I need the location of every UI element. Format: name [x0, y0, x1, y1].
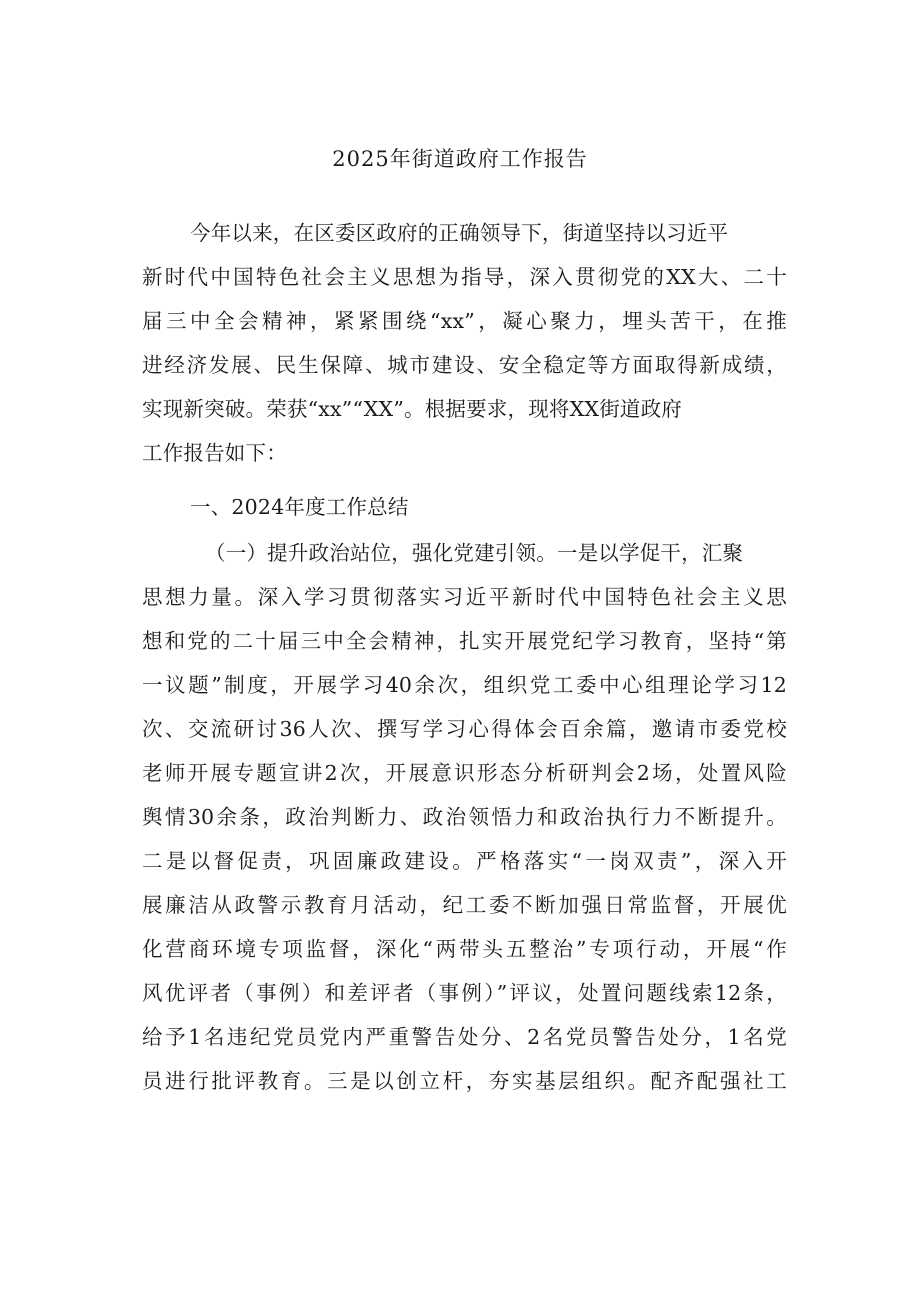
paragraph-line: 一议题”制度，开展学习40余次，组织党工委中心组理论学习12	[142, 673, 787, 697]
subsection-line: （一）提升政治站位，强化党建引领。一是以学促干，汇聚	[205, 541, 744, 565]
paragraph-line: 舆情30余条，政治判断力、政治领悟力和政治执行力不断提升。	[142, 805, 787, 829]
paragraph-line: 二是以督促责，巩固廉政建设。严格落实“一岗双责”，深入开	[142, 849, 787, 873]
paragraph-line: 实现新突破。荣获“xx”“XX”。根据要求，现将XX街道政府	[142, 397, 682, 421]
paragraph-line: 工作报告如下：	[142, 441, 287, 465]
paragraph-line: 给予1名违纪党员党内严重警告处分、2名党员警告处分，1名党	[142, 1025, 787, 1049]
paragraph-line: 次、交流研讨36人次、撰写学习心得体会百余篇，邀请市委党校	[142, 717, 787, 741]
document-title: 2025年街道政府工作报告	[332, 147, 588, 171]
paragraph-line: 化营商环境专项监督，深化“两带头五整治”专项行动，开展“作	[142, 937, 787, 961]
paragraph-line: 想和党的二十届三中全会精神，扎实开展党纪学习教育，坚持“第	[142, 629, 787, 653]
paragraph-line: 思想力量。深入学习贯彻落实习近平新时代中国特色社会主义思	[142, 585, 787, 609]
section-heading: 一、2024年度工作总结	[190, 495, 409, 519]
paragraph-line: 展廉洁从政警示教育月活动，纪工委不断加强日常监督，开展优	[142, 893, 787, 917]
paragraph-line: 届三中全会精神，紧紧围绕“xx”，凝心聚力，埋头苦干，在推	[142, 309, 787, 333]
paragraph-line: 老师开展专题宣讲2次，开展意识形态分析研判会2场，处置风险	[142, 761, 787, 785]
paragraph-line: 今年以来，在区委区政府的正确领导下，街道坚持以习近平	[190, 221, 729, 245]
paragraph-line: 风优评者（事例）和差评者（事例）”评议，处置问题线索12条，	[142, 981, 787, 1005]
paragraph-line: 进经济发展、民生保障、城市建设、安全稳定等方面取得新成绩，	[142, 353, 787, 377]
paragraph-line: 员进行批评教育。三是以创立杆，夯实基层组织。配齐配强社工	[142, 1069, 787, 1093]
paragraph-line: 新时代中国特色社会主义思想为指导，深入贯彻党的XX大、二十	[142, 265, 787, 289]
